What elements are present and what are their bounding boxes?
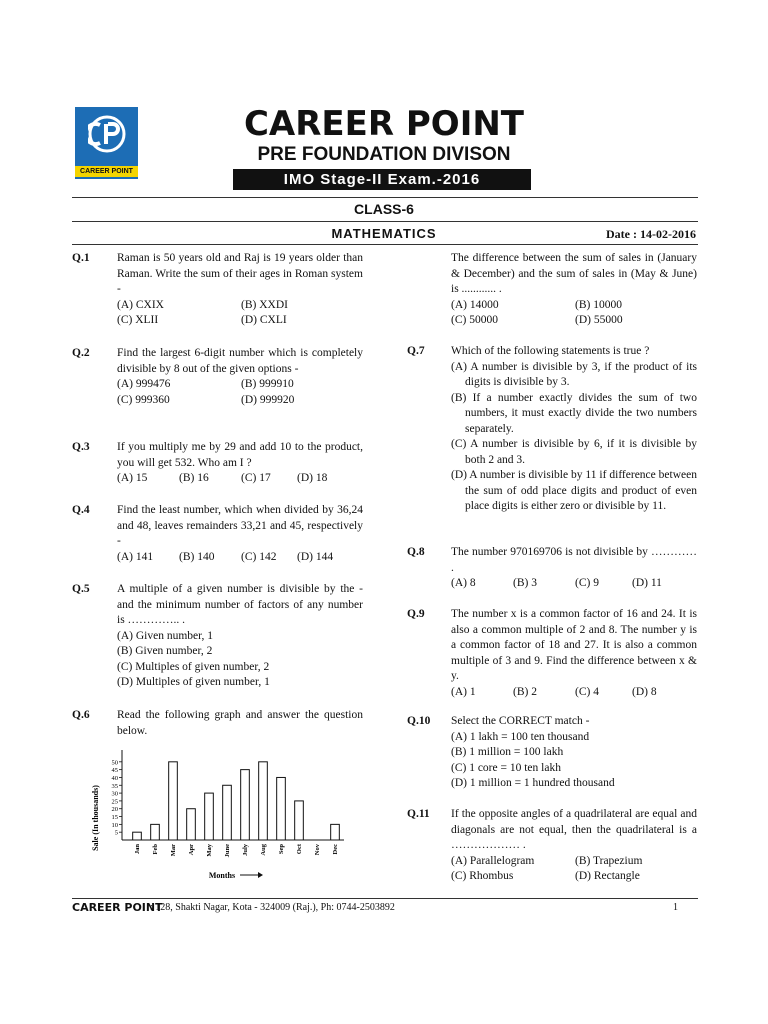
question-text: Read the following graph and answer the question below.	[117, 709, 363, 737]
chart-bar	[259, 762, 268, 840]
option[interactable]: (B) XXDI	[241, 298, 288, 311]
chart-y-tick-label: 35	[111, 782, 118, 790]
option[interactable]: (B) Given number, 2	[117, 645, 213, 657]
chart-y-tick-label: 50	[111, 759, 118, 767]
chart-x-tick-label: July	[242, 844, 249, 856]
option[interactable]: (D) Rectangle	[575, 870, 640, 882]
option[interactable]: (D) A number is divisible by 11 if difference between the sum of odd place digits and product of even place digits is either zero or divisible by 11.	[451, 469, 697, 512]
chart-bar	[223, 785, 232, 840]
option[interactable]: (D) 144	[297, 550, 334, 563]
option[interactable]: (A) Parallelogram	[451, 854, 535, 867]
cp-logo-icon	[88, 115, 126, 153]
question-9	[451, 607, 697, 700]
chart-x-tick-label: Aug	[260, 844, 267, 856]
option[interactable]: (A) 8	[451, 577, 476, 589]
question-number: Q.1	[72, 252, 90, 264]
career-point-logo	[75, 107, 138, 179]
option[interactable]: (A) 999476	[117, 378, 171, 390]
class-label: CLASS-6	[354, 201, 414, 217]
exam-banner: IMO Stage-II Exam.-2016	[233, 169, 531, 190]
option[interactable]: (A) CXIX	[117, 298, 164, 311]
option[interactable]: (B) 2	[513, 685, 537, 698]
chart-y-tick-label: 10	[111, 821, 118, 829]
question-number: Q.8	[407, 546, 425, 558]
option[interactable]: (D) 11	[632, 577, 662, 589]
option[interactable]: (A) 141	[117, 550, 154, 563]
question-number: Q.11	[407, 808, 430, 820]
chart-xlabel: Months	[208, 871, 236, 880]
chart-bar	[241, 770, 250, 840]
chart-y-tick-label: 5	[114, 829, 118, 837]
question-text: Find the largest 6-digit number which is completely divisible by 8 out of the given options -	[117, 347, 363, 375]
option[interactable]: (B) If a number exactly divides the sum of two numbers, it must exactly divide the two numbers separately.	[451, 391, 697, 435]
header-divider	[72, 197, 698, 198]
option[interactable]: (C) 50000	[451, 314, 498, 326]
question-number: Q.9	[407, 608, 425, 620]
chart-ylabel: Sale (In thousands)	[91, 785, 100, 851]
question-3	[117, 440, 363, 487]
option[interactable]: (A) 15	[117, 472, 148, 484]
chart-bar	[295, 801, 304, 840]
option[interactable]: (D) 55000	[575, 314, 623, 326]
question-number: Q.4	[72, 504, 90, 516]
page-number: 1	[673, 902, 678, 913]
chart-x-arrowhead	[258, 872, 263, 878]
question-number: Q.5	[72, 583, 90, 595]
option[interactable]: (C) A number is divisible by 6, if it is divisible by both 2 and 3.	[451, 438, 697, 466]
chart-bar	[277, 777, 286, 840]
footer-address: : 128, Shakti Nagar, Kota - 324009 (Raj.), Ph: 0744-2503892	[150, 902, 395, 913]
footer-divider	[72, 898, 698, 899]
logo-caption: CAREER POINT	[75, 166, 138, 177]
option[interactable]: (B) 999910	[241, 378, 294, 390]
chart-x-tick-label: Dec	[332, 844, 339, 855]
question-number: Q.6	[72, 709, 90, 721]
option[interactable]: (C) XLII	[117, 314, 159, 326]
question-4	[117, 503, 363, 565]
option[interactable]: (D) 1 million = 1 hundred thousand	[451, 777, 615, 789]
chart-x-tick-label: Mar	[170, 844, 177, 857]
option[interactable]: (C) 142	[241, 550, 277, 563]
question-text: A multiple of a given number is divisible by the - and the minimum number of factors of any number is ………….. .	[117, 583, 363, 626]
division-title: PRE FOUNDATION DIVISON	[257, 144, 511, 165]
option[interactable]: (C) 4	[575, 685, 599, 698]
option[interactable]: (D) 18	[297, 472, 328, 484]
chart-bar	[205, 793, 214, 840]
question-6	[117, 708, 363, 739]
option[interactable]: (A) A number is divisible by 3, if the product of its digits is divisible by 3.	[451, 360, 697, 388]
question-6-continued	[451, 251, 697, 329]
option[interactable]: (B) 16	[179, 472, 209, 484]
chart-y-tick-label: 30	[111, 790, 118, 798]
chart-x-tick-label: Apr	[188, 844, 195, 856]
sales-bar-chart	[82, 746, 352, 884]
chart-x-tick-label: Oct	[296, 844, 303, 855]
question-text: The difference between the sum of sales in (January & December) and the sum of sales in (May & June) is ............ .	[451, 252, 697, 295]
option[interactable]: (B) Trapezium	[575, 854, 643, 867]
footer-brand: CAREER POINT	[72, 901, 163, 914]
question-text: Select the CORRECT match -	[451, 715, 590, 727]
question-7	[451, 344, 697, 515]
chart-x-tick-label: Jan	[134, 844, 141, 855]
question-text: The number x is a common factor of 16 and 24. It is also a common multiple of 2 and 8. The number y is a common factor of 18 and 27. It is also a common multiple of 3 and 9. Find the difference between x & y.	[451, 608, 697, 682]
option[interactable]: (B) 10000	[575, 298, 622, 311]
option[interactable]: (A) 1	[451, 685, 476, 698]
question-1	[117, 251, 363, 329]
option[interactable]: (C) 1 core = 10 ten lakh	[451, 761, 561, 774]
question-number: Q.2	[72, 347, 90, 359]
option[interactable]: (C) 17	[241, 472, 271, 484]
question-number: Q.7	[407, 345, 425, 357]
option[interactable]: (D) Multiples of given number, 1	[117, 676, 270, 688]
option[interactable]: (B) 1 million = 100 lakh	[451, 746, 564, 758]
question-number: Q.3	[72, 441, 90, 453]
chart-y-tick-label: 15	[111, 814, 118, 822]
chart-x-tick-label: Nov	[314, 844, 321, 856]
option[interactable]: (D) CXLI	[241, 314, 287, 326]
chart-bar	[187, 809, 196, 840]
subject-title: MATHEMATICS	[331, 226, 437, 241]
chart-x-tick-label: Sep	[278, 844, 285, 855]
question-number: Q.10	[407, 715, 431, 727]
option[interactable]: (B) 140	[179, 550, 215, 563]
question-11	[451, 807, 697, 885]
chart-x-tick-label: Feb	[152, 844, 159, 855]
option[interactable]: (C) Multiples of given number, 2	[117, 660, 270, 673]
option[interactable]: (C) 999360	[117, 393, 170, 406]
subject-divider	[72, 244, 698, 245]
question-5	[117, 582, 363, 691]
chart-bar	[169, 762, 178, 840]
question-text: If the opposite angles of a quadrilateral are equal and diagonals are not equal, then the quadrilateral is a ……………… .	[451, 808, 697, 851]
question-8	[451, 545, 697, 592]
option[interactable]: (C) Rhombus	[451, 870, 514, 882]
chart-x-tick-label: May	[206, 844, 213, 857]
chart-y-tick-label: 40	[111, 774, 118, 782]
exam-date: Date : 14-02-2016	[606, 227, 696, 241]
class-divider	[72, 221, 698, 222]
question-text: Which of the following statements is true ?	[451, 345, 650, 357]
question-2	[117, 346, 363, 408]
option[interactable]: (A) Given number, 1	[117, 629, 213, 642]
chart-bar	[151, 824, 160, 840]
option[interactable]: (C) 9	[575, 577, 599, 589]
option[interactable]: (A) 14000	[451, 298, 499, 311]
chart-x-tick-label: June	[224, 844, 231, 858]
question-10	[451, 714, 697, 792]
chart-y-tick-label: 25	[111, 798, 118, 806]
option[interactable]: (A) 1 lakh = 100 ten thousand	[451, 730, 590, 743]
brand-title: CAREER POINT	[243, 104, 525, 144]
question-text: Raman is 50 years old and Raj is 19 years older than Raman. Write the sum of their ages in Roman system -	[117, 252, 363, 295]
option[interactable]: (B) 3	[513, 577, 537, 589]
question-text: If you multiply me by 29 and add 10 to the product, you will get 532. Who am I ?	[117, 441, 363, 469]
question-text: The number 970169706 is not divisible by ………… .	[451, 546, 697, 574]
chart-bar	[133, 832, 142, 840]
option[interactable]: (D) 999920	[241, 393, 295, 406]
chart-y-tick-label: 20	[111, 806, 118, 814]
chart-bar	[331, 824, 340, 840]
chart-y-tick-label: 45	[111, 767, 118, 775]
question-text: Find the least number, which when divided by 36,24 and 48, leaves remainders 33,21 and 45, respectively -	[117, 504, 363, 547]
option[interactable]: (D) 8	[632, 685, 657, 698]
